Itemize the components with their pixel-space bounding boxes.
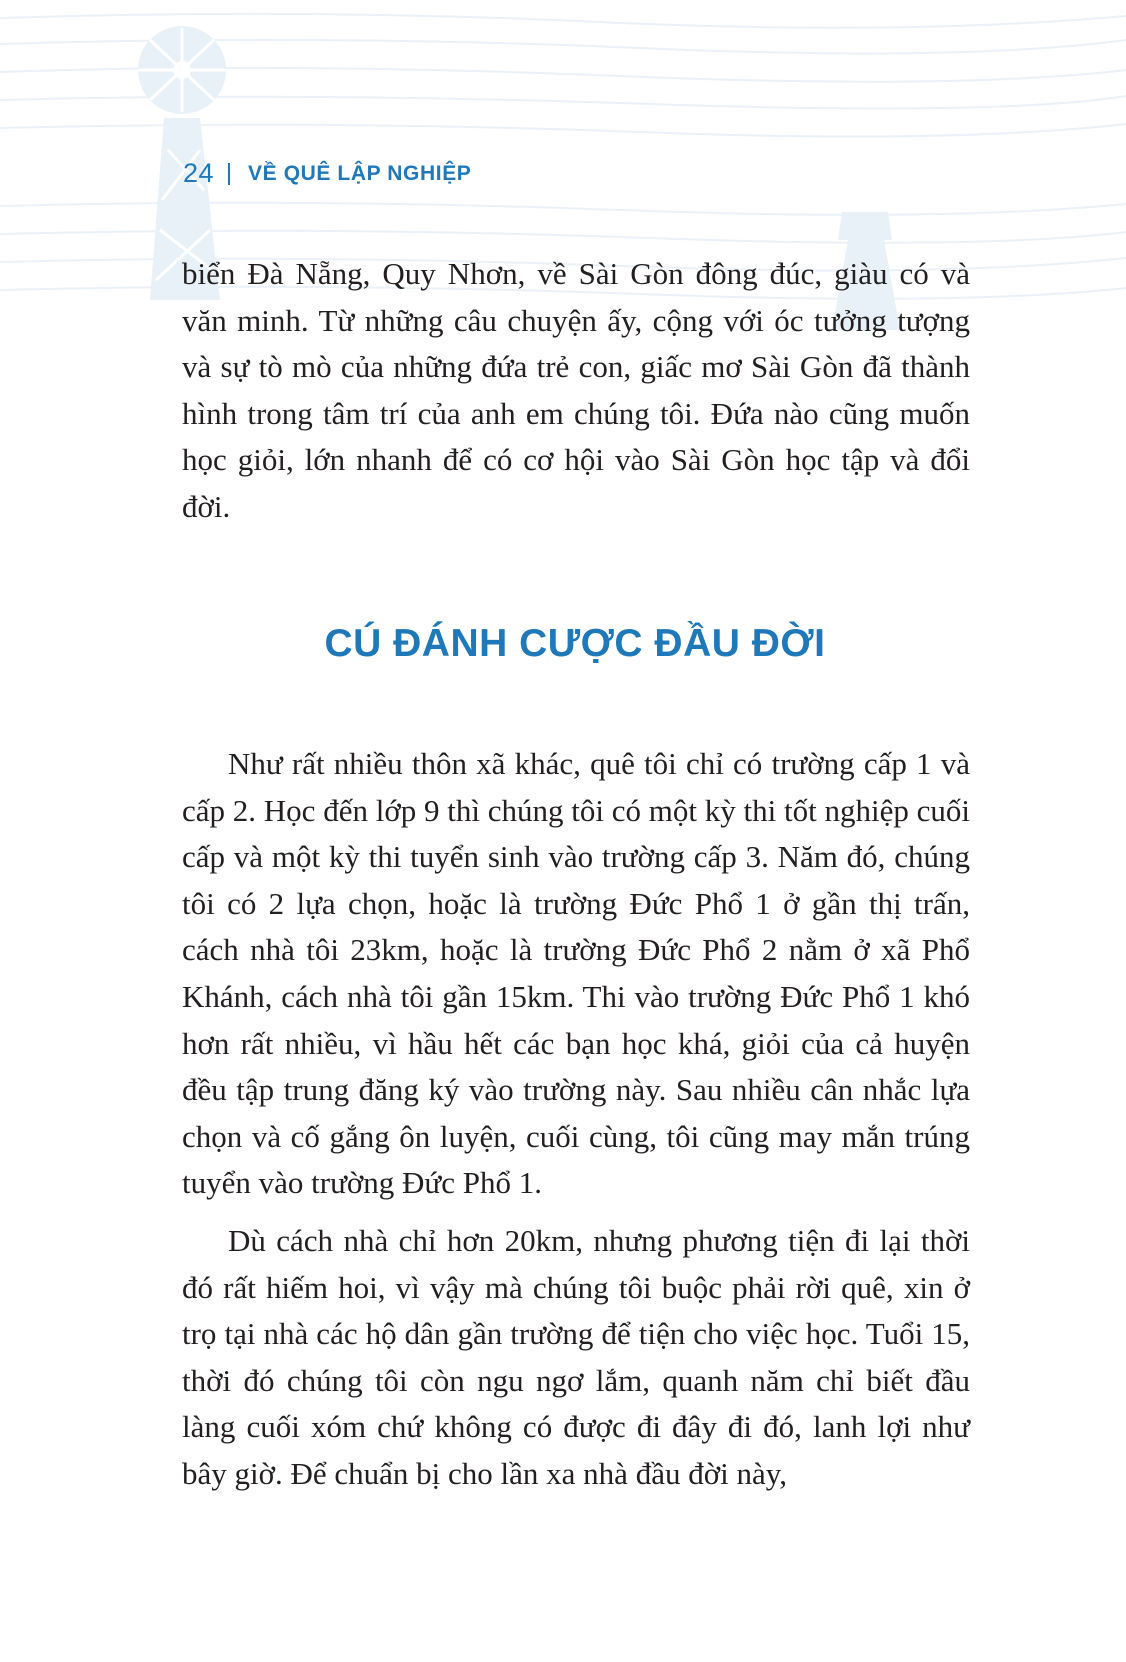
header-divider xyxy=(228,163,230,185)
running-title: VỀ QUÊ LẬP NGHIỆP xyxy=(248,161,472,185)
section-heading: CÚ ĐÁNH CƯỢC ĐẦU ĐỜI xyxy=(324,622,826,665)
page-header xyxy=(183,158,471,189)
paragraph: biển Đà Nẵng, Quy Nhơn, về Sài Gòn đông đúc, giàu có và văn minh. Từ những câu chuyện ấy, cộng với óc tưởng tượng và sự tò mò của những đứa trẻ con, giấc mơ Sài Gòn đã thành hình trong tâm trí của anh em chúng tôi. Đứa nào cũng muốn học giỏi, lớn nhanh để có cơ hội vào Sài Gòn học tập và đổi đời. xyxy=(182,256,970,524)
paragraph: Dù cách nhà chỉ hơn 20km, nhưng phương tiện đi lại thời đó rất hiếm hoi, vì vậy mà chúng tôi buộc phải rời quê, xin ở trọ tại nhà các hộ dân gần trường để tiện cho việc học. Tuổi 15, thời đó chúng tôi còn ngu ngơ lắm, quanh năm chỉ biết đầu làng cuối xóm chứ không có được đi đây đi đó, lanh lợi như bây giờ. Để chuẩn bị cho lần xa nhà đầu đời này, xyxy=(182,1222,970,1491)
section-body xyxy=(182,741,970,1498)
paragraph: Như rất nhiều thôn xã khác, quê tôi chỉ có trường cấp 1 và cấp 2. Học đến lớp 9 thì chúng tôi có một kỳ thi tốt nghiệp cuối cấp và một kỳ thi tuyển sinh vào trường cấp 3. Năm đó, chúng tôi có 2 lựa chọn, hoặc là trường Đức Phổ 1 ở gần thị trấn, cách nhà tôi 23km, hoặc là trường Đức Phổ 2 nằm ở xã Phổ Khánh, cách nhà tôi gần 15km. Thi vào trường Đức Phổ 1 khó hơn rất nhiều, vì hầu hết các bạn học khá, giỏi của cả huyện đều tập trung đăng ký vào trường này. Sau nhiều cân nhắc lựa chọn và cố gắng ôn luyện, cuối cùng, tôi cũng may mắn trúng tuyển vào trường Đức Phổ 1. xyxy=(182,746,970,1201)
page-number: 24 xyxy=(183,158,215,188)
intro-text xyxy=(182,251,970,531)
